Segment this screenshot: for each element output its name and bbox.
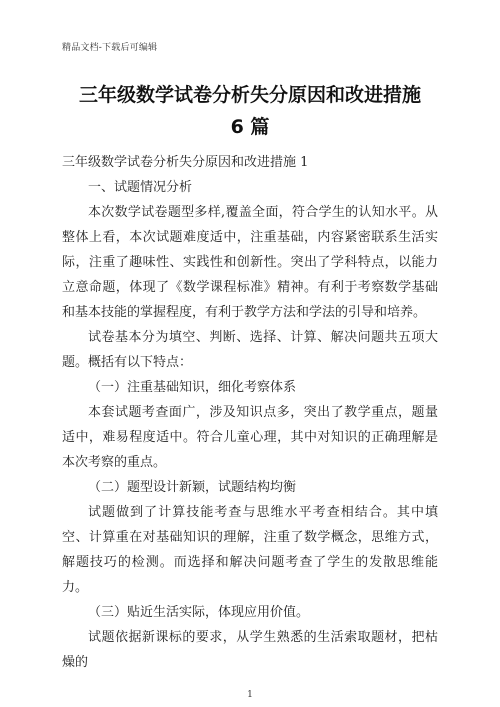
document-subtitle: 三年级数学试卷分析失分原因和改进措施 1 xyxy=(62,155,309,170)
document-body xyxy=(62,150,438,675)
document-title-line1: 三年级数学试卷分析失分原因和改进措施 xyxy=(78,84,421,106)
paragraph-3: 本套试题考查面广，涉及知识点多，突出了教学重点，题量适中，难易程度适中。符合儿童心理，其中对知识的正确理解是本次考察的重点。 xyxy=(62,405,438,470)
section-heading-1: 一、试题情况分析 xyxy=(88,180,193,195)
sub-heading-3: （三）贴近生活实际，体现应用价值。 xyxy=(88,605,310,620)
paragraph-4: 试题做到了计算技能考查与思维水平考查相结合。其中填空、计算重在对基础知识的理解，注重了数学概念，思维方式，解题技巧的检测。而选择和解决问题考查了学生的发散思维能力。 xyxy=(62,505,438,595)
paragraph-1: 本次数学试卷题型多样,覆盖全面，符合学生的认知水平。从整体上看，本次试题难度适中，注重基础，内容紧密联系生活实际，注重了趣味性、实践性和创新性。突出了学科特点，以能力立意命题，体现了《数学课程标准》精神。有利于考察数学基础和基本技能的掌握程度，有利于教学方法和学法的引导和培养。 xyxy=(62,205,438,320)
paragraph-2: 试卷基本分为填空、判断、选择、计算、解决问题共五项大题。概括有以下特点： xyxy=(62,330,438,370)
sub-heading-1: （一）注重基础知识，细化考察体系 xyxy=(88,380,297,395)
sub-heading-2: （二）题型设计新颖，试题结构均衡 xyxy=(88,480,297,495)
page-number: 1 xyxy=(247,690,253,700)
document-title-line2: 6 篇 xyxy=(230,116,270,138)
paragraph-5: 试题依据新课标的要求，从学生熟悉的生活索取题材，把枯燥的 xyxy=(62,630,438,670)
header-note: 精品文档-下载后可编辑 xyxy=(62,43,158,53)
